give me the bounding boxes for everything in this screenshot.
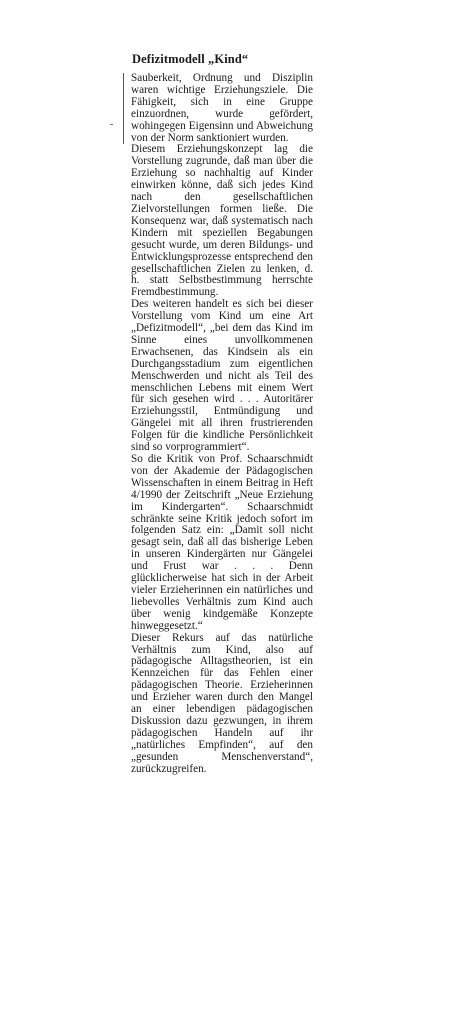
paragraph-5: Dieser Rekurs auf das natürliche Verhältnis zum Kind, also auf pädagogische Alltagstheorien, ist ein Kennzeichen für das Fehlen einer pädagogischen Theorie. Erzieherinnen und Erzieher waren durch den Mangel an einer lebendigen pädagogischen Diskussion dazu gezwungen, in ihrem pädagogischen Handeln auf ihr „natürliches Empfinden“, auf den „gesunden Menschenverstand“, zurückzugreifen. — [131, 631, 313, 775]
article-title: Defizitmodell „Kind“ — [132, 52, 249, 66]
margin-mark — [110, 124, 113, 125]
paragraph-2: Diesem Erziehungskonzept lag die Vorstellung zugrunde, daß man über die Erziehung so nachhaltig auf Kinder einwirken könne, daß sich jedes Kind nach den gesellschaftlichen Zielvorstellungen formen ließe. Die Konsequenz war, daß systematisch nach Kindern mit speziellen Begabungen gesucht wurde, um deren Bildungs- und Entwicklungsprozesse entsprechend den gesellschaftlichen Zielen zu lenken, d. h. statt Selbstbestimmung herrschte Fremdbestimmung. — [131, 143, 313, 299]
paragraph-3: Des weiteren handelt es sich bei dieser Vorstellung vom Kind um eine Art „Defizitmodell“, „bei dem das Kind im Sinne eines unvollkommenen Erwachsenen, das Kindsein als ein Durchgangsstadium zum eigentlichen Menschwerden und nicht als Teil des menschlichen Lebens mit einem Wert für sich gesehen wird . . . Autoritärer Erziehungsstil, Entmündigung und Gängelei mit all ihren frustrierenden Folgen für die kindliche Persönlichkeit sind so vorprogrammiert“. — [131, 298, 313, 454]
paragraph-4: So die Kritik von Prof. Schaarschmidt von der Akademie der Pädagogischen Wissenschaften in einem Beitrag in Heft 4/1990 der Zeitschrift „Neue Erziehung im Kindergarten“. Schaarschmidt schränkte seine Kritik jedoch sofort im folgenden Satz ein: „Damit soll nicht gesagt sein, daß all das bisherige Leben in unseren Kindergärten nur Gängelei und Frust war . . . Denn glücklicherweise hat sich in der Arbeit vieler Erzieherinnen ein natürliches und liebevolles Verhältnis zum Kind auch über wenig kindgemäße Konzepte hinweggesetzt.“ — [131, 453, 313, 632]
paragraph-1: Sauberkeit, Ordnung und Disziplin waren wichtige Erziehungsziele. Die Fähigkeit, sich in eine Gruppe einzuordnen, wurde gefördert, wohingegen Eigensinn und Abweichung von der Norm sanktioniert wurden. — [123, 73, 313, 144]
article-body — [131, 73, 313, 775]
